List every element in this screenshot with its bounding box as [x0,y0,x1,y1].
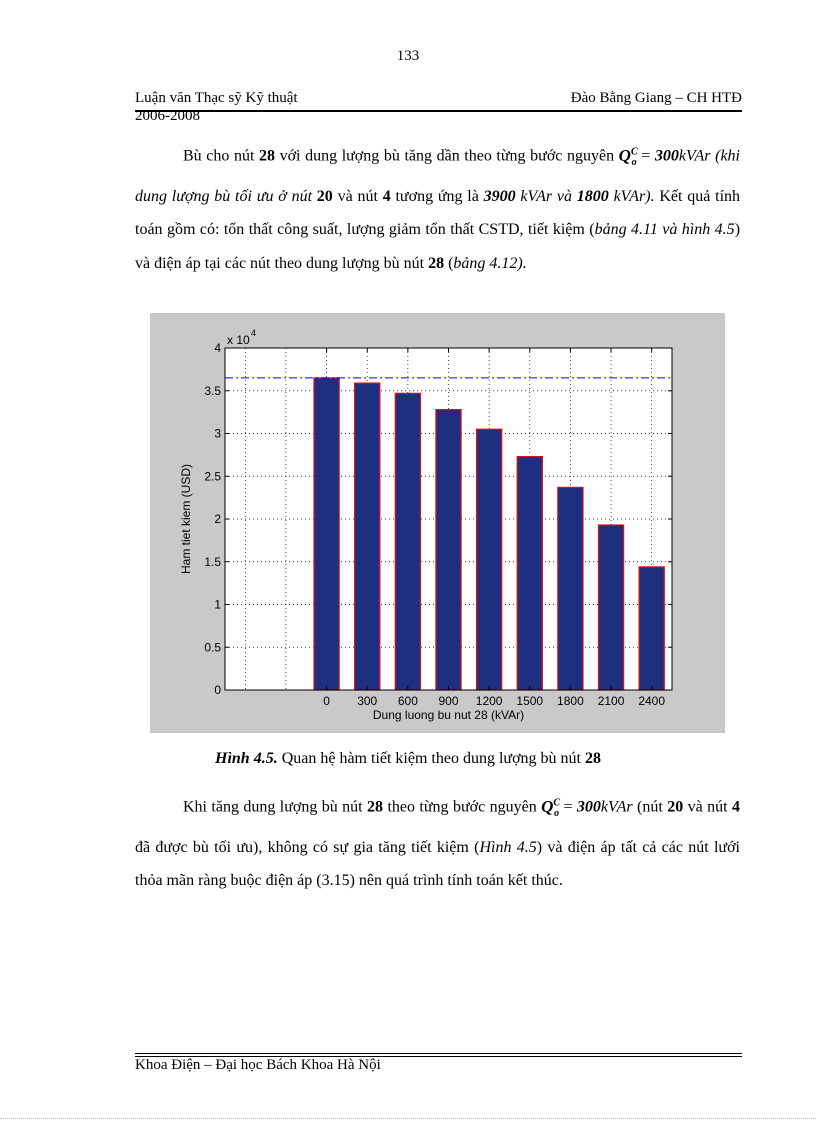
bar-2400 [639,567,664,690]
header-thesis-years: 2006-2008 [135,108,200,124]
savings-bar-chart [150,313,725,733]
x-tick-label: 1200 [475,694,503,708]
x-tick-label: 1800 [557,694,584,708]
y-tick-label: 0 [214,683,221,697]
y-multiplier-exponent: 4 [251,328,257,338]
footer-divider-top [135,1053,742,1054]
y-tick-label: 4 [214,341,221,355]
bar-300 [355,383,380,690]
formula-qc-2: $Q^C_o$ [541,796,561,820]
bar-1200 [477,429,502,690]
figure-4-5 [150,313,725,733]
y-multiplier: x 10 [227,333,250,347]
bar-1500 [517,457,542,690]
figure-caption: Hình 4.5. Quan hệ hàm tiết kiệm theo dung lượng bù nút 28 [215,750,601,767]
y-tick-label: 0.5 [204,640,221,655]
caption-label: Hình 4.5. [215,750,278,767]
bar-1800 [558,487,583,690]
x-tick-label: 300 [357,694,378,708]
x-tick-label: 2400 [638,694,666,708]
footer-faculty: Khoa Điện – Đại học Bách Khoa Hà Nội [135,1057,381,1073]
x-tick-label: 2100 [597,694,625,708]
bar-0 [314,378,339,690]
x-tick-label: 900 [438,694,459,708]
paragraph-1: Bù cho nút 28 với dung lượng bù tăng dần theo từng bước nguyên $Q^C_o$ = 300kVAr (khi dung lượng bù tối ưu ở nút 20 và nút 4 tương ứng là 3900 kVAr và 1800 kVAr). Kết quả tính toán gồm có: tổn thất công suất, lượng giảm tổn thất CSTD, tiết kiệm (bảng 4.11 và hình 4.5) và điện áp tại các nút theo dung lượng bù nút 28 (bảng 4.12). [135,145,741,272]
x-tick-label: 1500 [516,694,544,708]
header-thesis-title: Luận văn Thạc sỹ Kỹ thuật [135,90,298,106]
y-tick-label: 1 [214,597,221,612]
paragraph-2: Khi tăng dung lượng bù nút 28 theo từng bước nguyên $Q^C_o$ = 300kVAr (nút 20 và nút 4 đã được bù tối ưu), không có sự gia tăng tiết kiệm (Hình 4.5) và điện áp tất cả các nút lưới thỏa mãn ràng buộc điện áp (3.15) nên quá trình tính toán kết thúc. [135,796,741,890]
x-tick-label: 0 [323,694,330,708]
bar-900 [436,410,461,690]
y-tick-label: 3.5 [204,383,221,398]
formula-qc: $Q^C_o$ [618,145,638,169]
header-author: Đào Bằng Giang – CH HTĐ [570,90,742,106]
header-divider [135,110,742,112]
bar-600 [395,393,420,690]
page-number: 133 [396,48,420,64]
y-tick-label: 2 [214,512,221,526]
x-tick-label: 600 [397,694,418,708]
y-tick-label: 1.5 [204,554,221,569]
page-bottom-dots [0,1118,816,1119]
bar-2100 [598,525,623,690]
y-tick-label: 2.5 [204,469,221,484]
y-tick-label: 3 [214,426,221,441]
y-axis-label: Ham tiet kiem (USD) [179,463,193,575]
x-axis-label: Dung luong bu nut 28 (kVAr) [372,708,525,722]
